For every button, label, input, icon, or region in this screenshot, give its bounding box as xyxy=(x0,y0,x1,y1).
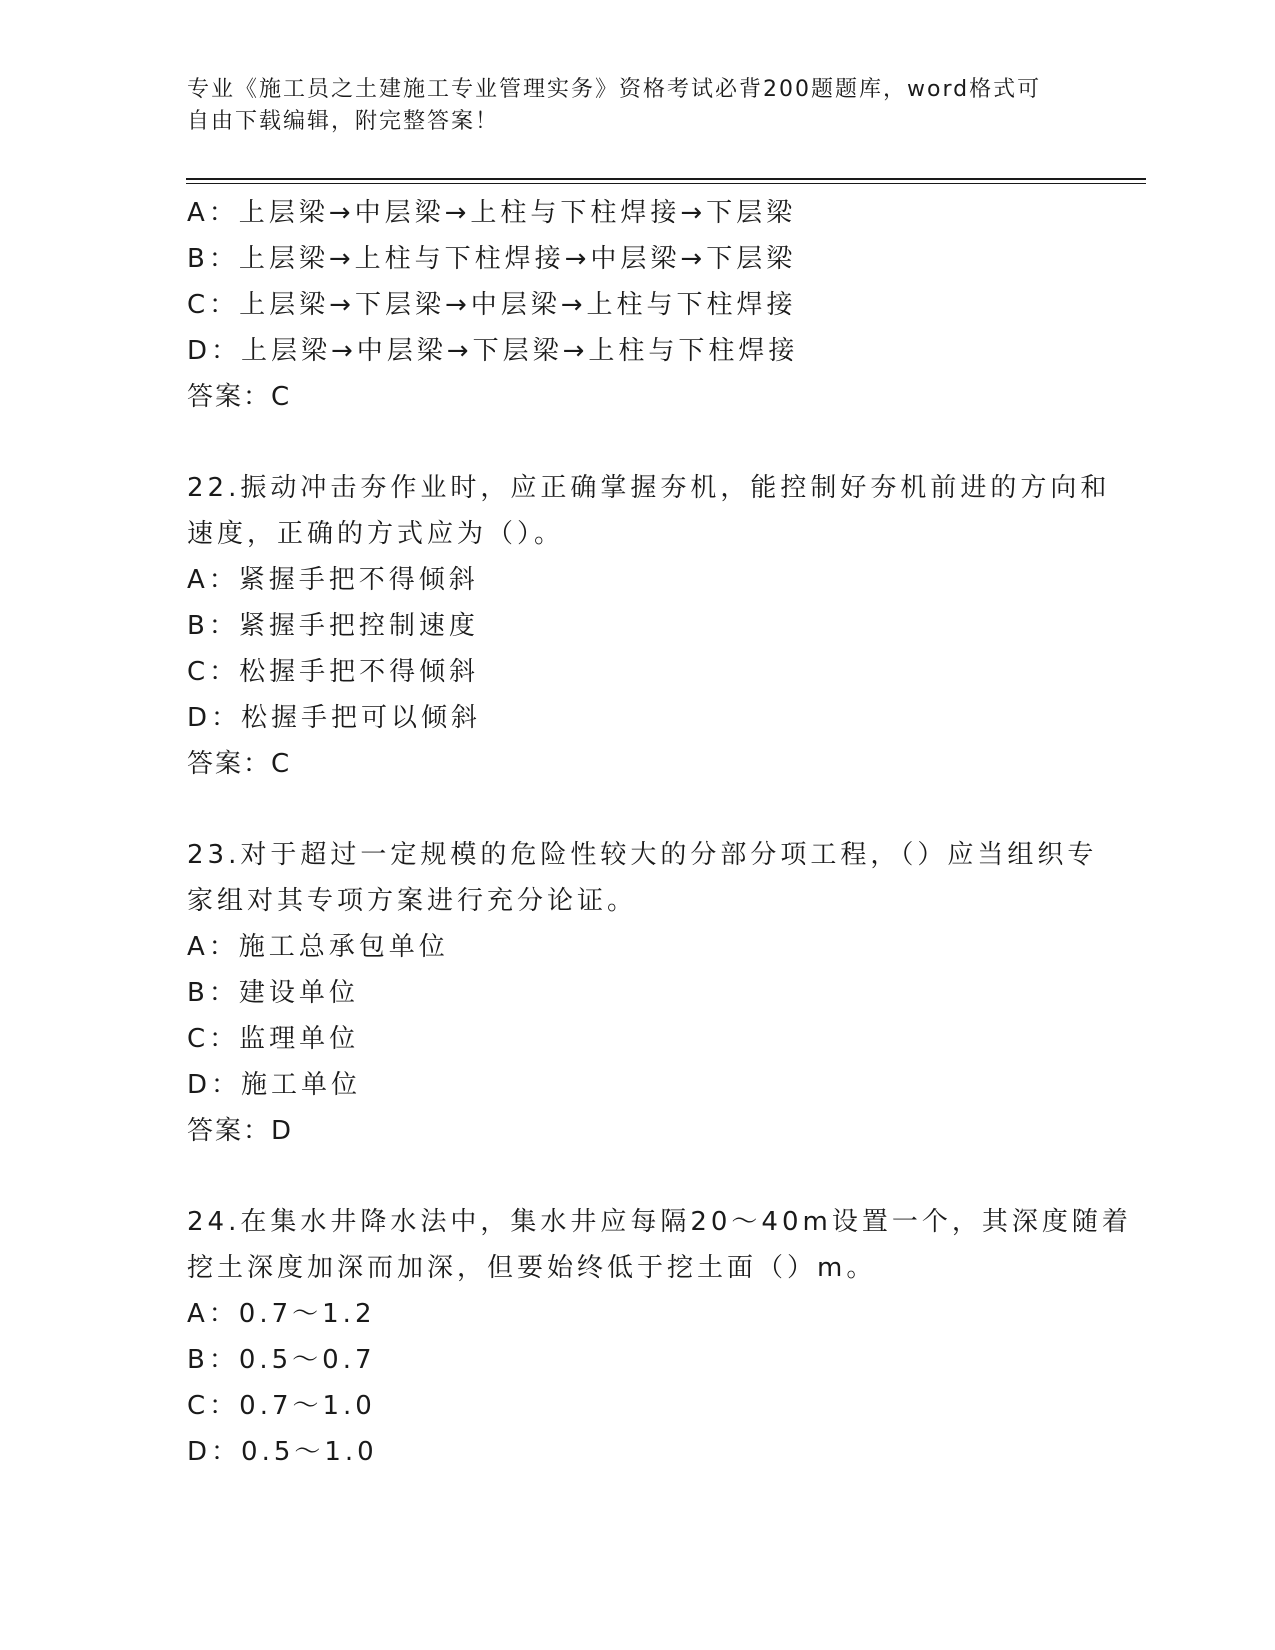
question-stem-line-1: 23.对于超过一定规模的危险性较大的分部分项工程，（）应当组织专 xyxy=(187,840,1098,870)
option-c: C：上层梁→下层梁→中层梁→上柱与下柱焊接 xyxy=(187,290,797,320)
option-d: D：上层梁→中层梁→下层梁→上柱与下柱焊接 xyxy=(187,336,799,366)
question-list xyxy=(187,190,1132,1475)
question-stem-line-2: 速度，正确的方式应为（）。 xyxy=(187,519,565,549)
option-b: B：建设单位 xyxy=(187,978,359,1008)
option-a: A：紧握手把不得倾斜 xyxy=(187,565,479,595)
option-b: B：紧握手把控制速度 xyxy=(187,611,479,641)
answer: 答案：C xyxy=(187,382,292,412)
question-stem-line-2: 挖土深度加深而加深，但要始终低于挖土面（）m。 xyxy=(187,1253,877,1283)
option-d: D：0.5～1.0 xyxy=(187,1437,378,1467)
answer: 答案：D xyxy=(187,1116,294,1146)
spacer xyxy=(187,420,1087,465)
question-21 xyxy=(187,190,1087,420)
option-d: D：松握手把可以倾斜 xyxy=(187,703,482,733)
question-23 xyxy=(187,832,1098,1154)
answer: 答案：C xyxy=(187,749,292,779)
header-title-line-1: 专业《施工员之土建施工专业管理实务》资格考试必背200题题库，word格式可 xyxy=(187,77,1042,102)
option-a: A：0.7～1.2 xyxy=(187,1299,376,1329)
header-title-line-2: 自由下载编辑，附完整答案！ xyxy=(187,109,500,134)
question-24 xyxy=(187,1199,1132,1475)
document-header xyxy=(187,74,1087,138)
option-c: C：0.7～1.0 xyxy=(187,1391,376,1421)
question-stem-line-2: 家组对其专项方案进行充分论证。 xyxy=(187,886,638,916)
option-b: B：上层梁→上柱与下柱焊接→中层梁→下层梁 xyxy=(187,244,797,274)
question-stem-line-1: 24.在集水井降水法中，集水井应每隔20～40m设置一个，其深度随着 xyxy=(187,1207,1132,1237)
option-d: D：施工单位 xyxy=(187,1070,362,1100)
question-stem-line-1: 22.振动冲击夯作业时，应正确掌握夯机，能控制好夯机前进的方向和 xyxy=(187,473,1111,503)
option-c: C：松握手把不得倾斜 xyxy=(187,657,480,687)
question-22 xyxy=(187,465,1111,787)
spacer xyxy=(187,787,1087,832)
option-a: A：上层梁→中层梁→上柱与下柱焊接→下层梁 xyxy=(187,198,797,228)
option-c: C：监理单位 xyxy=(187,1024,360,1054)
option-b: B：0.5～0.7 xyxy=(187,1345,376,1375)
header-divider xyxy=(186,178,1146,184)
option-a: A：施工总承包单位 xyxy=(187,932,449,962)
spacer xyxy=(187,1154,1087,1199)
